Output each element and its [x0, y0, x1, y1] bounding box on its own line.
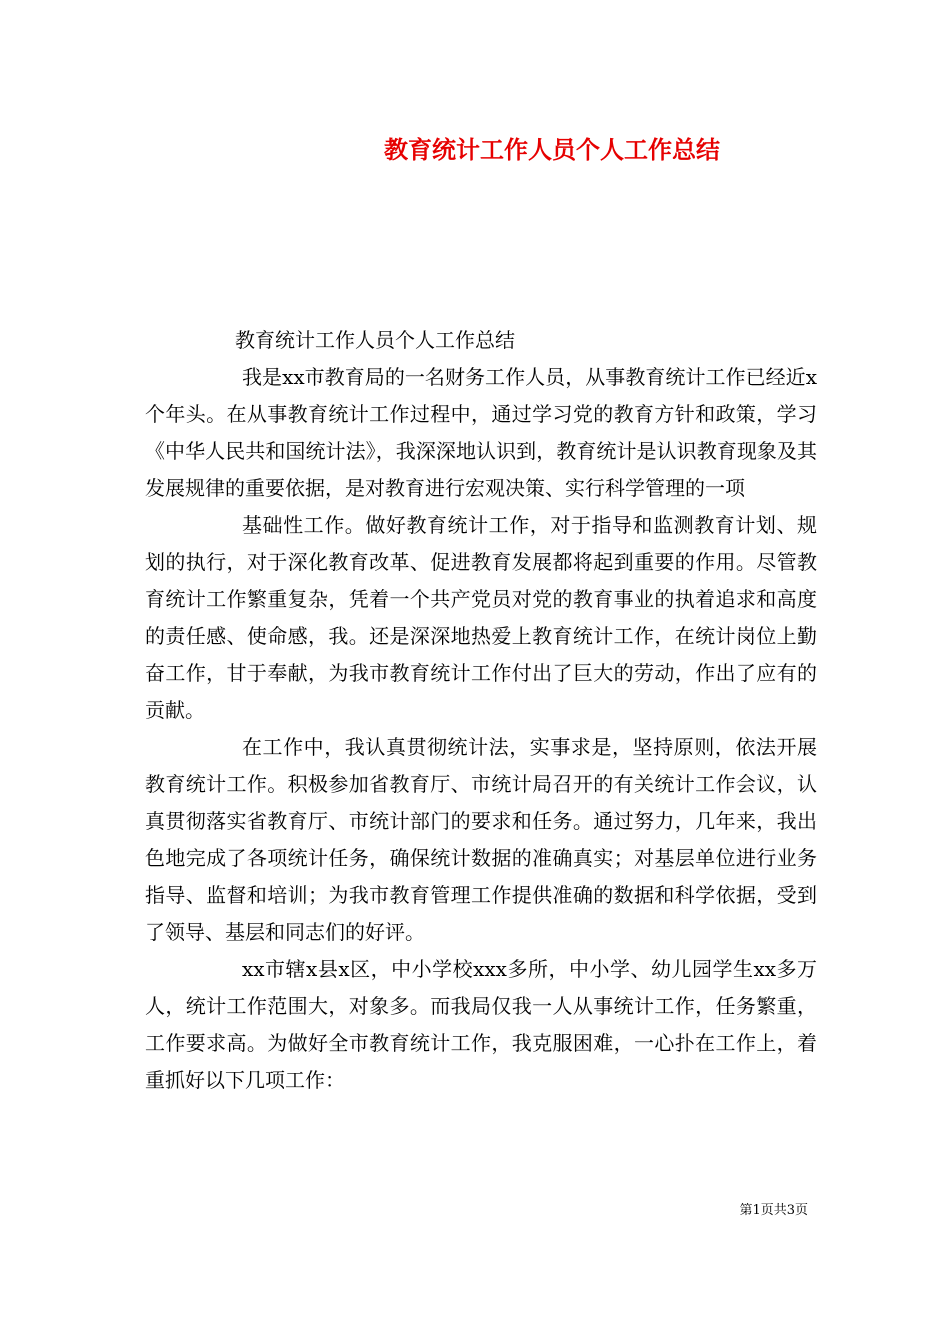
paragraph-4: xx市辖x县x区，中小学校xxx多所，中小学、幼儿园学生xx多万人，统计工作范围大，对象多。而我局仅我一人从事统计工作，任务繁重，工作要求高。为做好全市教育统计工作，我克服困难，一心扑在工作上，着重抓好以下几项工作： [145, 957, 817, 1092]
page-number: 第1页共3页 [739, 1203, 808, 1218]
paragraph-2: 基础性工作。做好教育统计工作，对于指导和监测教育计划、规划的执行，对于深化教育改革、促进教育发展都将起到重要的作用。尽管教育统计工作繁重复杂，凭着一个共产党员对党的教育事业的执着追求和高度的责任感、使命感，我。还是深深地热爱上教育统计工作，在统计岗位上勤奋工作，甘于奉献，为我市教育统计工作付出了巨大的劳动，作出了应有的贡献。 [145, 513, 817, 722]
document-subtitle: 教育统计工作人员个人工作总结 [235, 328, 515, 352]
document-title: 教育统计工作人员个人工作总结 [384, 135, 720, 164]
document-body [145, 322, 817, 1099]
paragraph-1: 我是xx市教育局的一名财务工作人员，从事教育统计工作已经近x个年头。在从事教育统计工作过程中，通过学习党的教育方针和政策，学习《中华人民共和国统计法》，我深深地认识到，教育统计是认识教育现象及其发展规律的重要依据，是对教育进行宏观决策、实行科学管理的一项 [145, 365, 817, 500]
paragraph-3: 在工作中，我认真贯彻统计法，实事求是，坚持原则，依法开展教育统计工作。积极参加省教育厅、市统计局召开的有关统计工作会议，认真贯彻落实省教育厅、市统计部门的要求和任务。通过努力，几年来，我出色地完成了各项统计任务，确保统计数据的准确真实；对基层单位进行业务指导、监督和培训；为我市教育管理工作提供准确的数据和科学依据，受到了领导、基层和同志们的好评。 [145, 735, 817, 944]
